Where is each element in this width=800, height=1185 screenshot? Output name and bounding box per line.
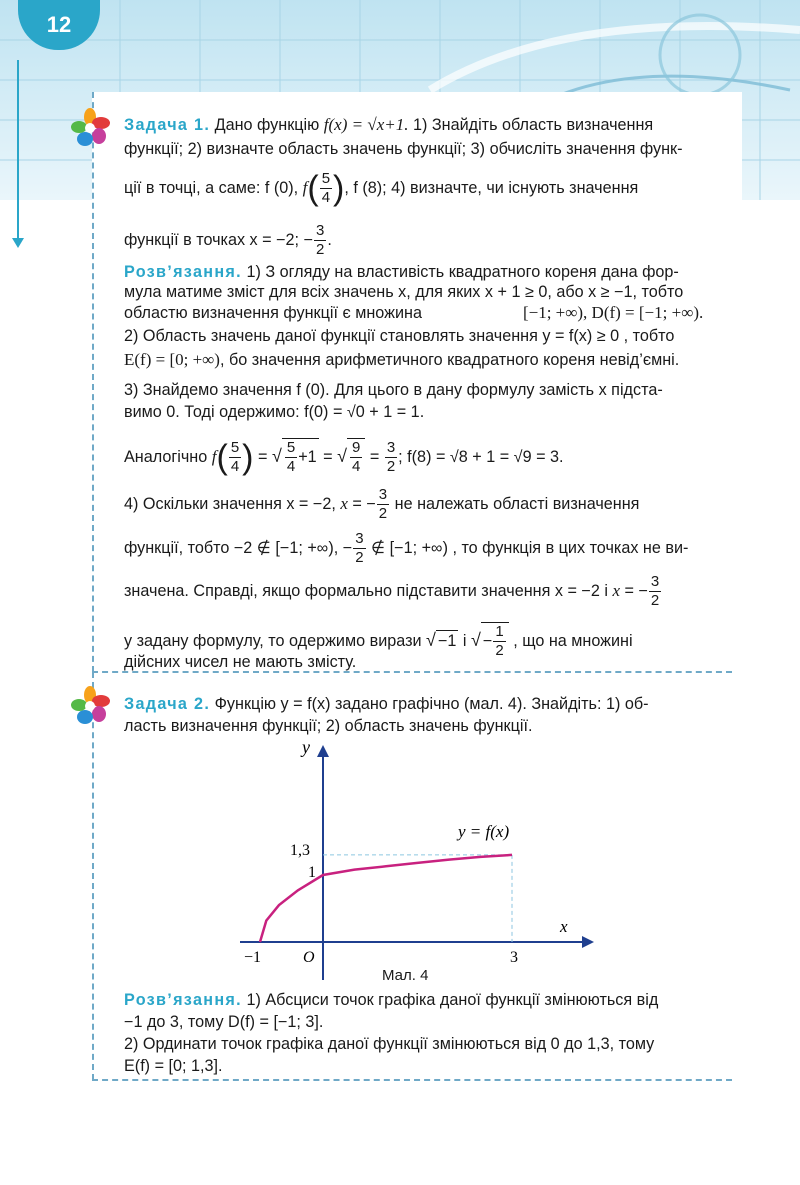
task1-line3-a: ції в точці, а саме: f (0), (124, 178, 299, 197)
solution2-line4: E(f) = [0; 1,3]. (124, 1057, 223, 1075)
task1-line2: функції; 2) визначте область значень функції; 3) обчисліть значення функ- (124, 140, 683, 158)
solution1-line7: вимо 0. Тоді одержимо: f(0) = √0 + 1 = 1. (124, 403, 425, 421)
solution1-line5: E(f) = [0; +∞), бо значення арифметичного квадратного кореня невід’ємні. (124, 350, 680, 369)
frame-left-1 (92, 92, 94, 672)
function-graph (220, 735, 600, 985)
solution1-line13: дійсних чисел не мають змісту. (124, 653, 357, 671)
y-tick-1: 1 (308, 864, 316, 881)
y-axis-arrow-icon (317, 745, 329, 757)
task1-title: Задача 1. (124, 116, 211, 134)
solution2-line1: Розв’язання. 1) Абсциси точок графіка даної функції змінюються від (124, 991, 659, 1009)
margin-arrow-head-icon (12, 238, 24, 248)
task1-intro: Дано функцію (214, 116, 320, 134)
solution1-line10: функції, тобто −2 ∉ [−1; +∞), − $\frac{3}{2}$ ∉ [−1; +∞) , то функція в цих точках не ви- (124, 530, 689, 566)
task1-line3-b: f (8); 4) визначте, чи існують значення (353, 178, 639, 197)
frame-left-2 (92, 672, 94, 1080)
task-flower-icon (70, 108, 110, 148)
task1-line3: ції в точці, а саме: f (0), f( $\frac{5}{4}$ ), f (8); 4) визначте, чи існують значення (124, 169, 639, 208)
solution1-line1: Розв’язання. 1) З огляду на властивість квадратного кореня дана фор- (124, 263, 679, 281)
function-curve (260, 855, 512, 942)
margin-arrow-line (17, 60, 19, 240)
solution1-line4: 2) Область значень даної функції становлять значення y = f(x) ≥ 0 , тобто (124, 327, 675, 345)
x-tick-neg1: −1 (244, 949, 262, 966)
y-axis-label: y (302, 737, 310, 757)
fraction-3-2: $\frac{3}{2}$ (316, 222, 325, 258)
task1-line4-a: функції в точках x = −2; (124, 230, 300, 249)
task2-line2: ласть визначення функції; 2) область значень функції. (124, 717, 533, 735)
solution1-line9: 4) Оскільки значення x = −2, x = − $\frac{3}{2}$ не належать області визначення (124, 486, 640, 522)
fraction-5-4: $\frac{5}{4}$ (321, 170, 331, 206)
task-flower-icon (70, 686, 110, 726)
y-tick-1-3: 1,3 (290, 842, 310, 859)
task1-q1: 1) Знайдіть область визначення (412, 116, 654, 134)
solution2-line3: 2) Ординати точок графіка даної функції змінюються від 0 до 1,3, тому (124, 1035, 655, 1053)
solution1-line3: областю визначення функції є множина [−1; +∞), D(f) = [−1; +∞). (124, 303, 704, 322)
task1-formula: f(x) = √x+1. (323, 115, 409, 134)
solution1-title: Розв’язання. (124, 263, 242, 281)
task1-line4: функції в точках x = −2; − $\frac{3}{2}$ . (124, 222, 332, 258)
page-number: 12 (18, 0, 100, 50)
origin-label: O (303, 949, 315, 966)
x-tick-3: 3 (510, 949, 518, 966)
figure-caption: Мал. 4 (382, 967, 429, 984)
solution1-line11: значена. Справді, якщо формально підставити значення x = −2 і x = − $\frac{3}{2}$ (124, 573, 660, 609)
solution1-line8: Аналогічно f( $\frac{5}{4}$ ) = √ $\frac{5}{4}$ +1 = √ $\frac{9}{4}$ = $\frac{3}{2}$ ; f(8) = √8 + 1 = √9 = 3. (124, 438, 564, 477)
task1-line1 (124, 115, 653, 135)
task2-line1: Задача 2. Функцію y = f(x) задано графічно (мал. 4). Знайдіть: 1) об- (124, 695, 649, 713)
solution2-title: Розв’язання. (124, 991, 242, 1009)
curve-label: y = f(x) (458, 822, 510, 841)
solution1-line12: у задану формулу, то одержимо вирази √ −1 і √ − $\frac{1}{2}$ , що на множині (124, 623, 633, 659)
solution2-line2: −1 до 3, тому D(f) = [−1; 3]. (124, 1013, 324, 1031)
x-axis-arrow-icon (582, 936, 594, 948)
solution1-line6: 3) Знайдемо значення f (0). Для цього в дану формулу замість x підста- (124, 381, 663, 399)
task2-title: Задача 2. (124, 695, 211, 713)
x-axis-label: x (560, 917, 568, 936)
solution1-line2: мула матиме зміст для всіх значень x, для яких x + 1 ≥ 0, або x ≥ −1, тобто (124, 283, 684, 301)
frame-divider-2 (92, 1079, 732, 1081)
